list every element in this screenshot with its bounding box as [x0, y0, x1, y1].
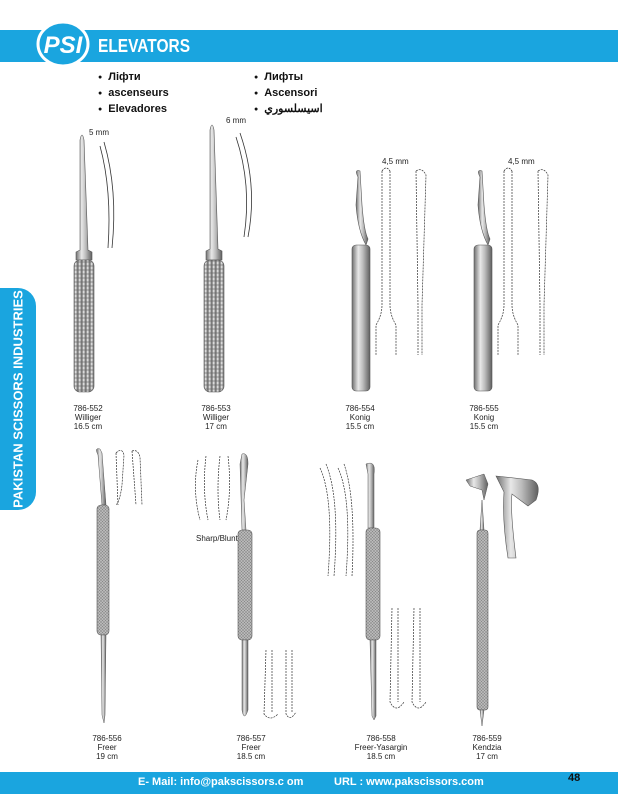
language-item: ● Лiфти — [98, 70, 169, 86]
header-band — [0, 30, 618, 62]
item-size: 18.5 cm — [366, 752, 396, 761]
instrument-786-553-caption — [188, 404, 244, 431]
instrument-786-555-caption — [456, 404, 512, 431]
language-item: ● ascenseurs — [98, 86, 169, 102]
language-list-left — [98, 70, 169, 118]
dimension-label: 6 mm — [226, 116, 246, 125]
item-code: 786-555 — [469, 404, 499, 413]
item-size: 18.5 cm — [236, 752, 266, 761]
instrument-786-556-image — [86, 445, 156, 730]
instrument-786-557-image — [192, 450, 302, 730]
footer-email: E- Mail: info@pakscissors.c om — [138, 776, 304, 788]
item-code: 786-552 — [73, 404, 103, 413]
dimension-label: 5 mm — [89, 128, 109, 137]
item-size: 16.5 cm — [73, 422, 103, 431]
item-name: Freer — [97, 743, 117, 752]
instrument-786-552-image — [66, 120, 136, 400]
item-size: 17 cm — [476, 752, 498, 761]
instrument-786-557-caption — [226, 734, 276, 761]
item-size: 15.5 cm — [469, 422, 499, 431]
language-list-right — [254, 70, 323, 118]
item-name: Kendzia — [472, 743, 502, 752]
item-code: 786-557 — [236, 734, 266, 743]
instrument-786-558-image — [314, 458, 434, 730]
footer-band — [0, 772, 618, 794]
footer-url: URL : www.pakscissors.com — [334, 776, 484, 788]
item-size: 19 cm — [96, 752, 118, 761]
item-size: 17 cm — [205, 422, 227, 431]
item-name: Williger — [202, 413, 230, 422]
item-code: 786-556 — [92, 734, 122, 743]
instrument-786-558-caption — [346, 734, 416, 761]
item-name: Freer-Yasargin — [354, 743, 408, 752]
item-code: 786-553 — [201, 404, 231, 413]
language-item: ● Ascensori — [254, 86, 323, 102]
tip-note: Sharp/Blunt — [196, 534, 238, 543]
instrument-786-559-caption — [462, 734, 512, 761]
language-item: ● اسیسلسوري — [254, 102, 323, 118]
instrument-786-554-image — [346, 165, 436, 395]
item-code: 786-554 — [345, 404, 375, 413]
instrument-786-555-image — [468, 165, 558, 395]
item-name: Konig — [473, 413, 495, 422]
item-code: 786-559 — [472, 734, 502, 743]
item-size: 15.5 cm — [345, 422, 375, 431]
item-name: Williger — [74, 413, 102, 422]
side-tab-label: PAKISTAN SCISSORS INDUSTRIES — [10, 290, 26, 508]
page-number: 48 — [568, 772, 581, 784]
instrument-786-554-caption — [332, 404, 388, 431]
section-title: ELEVATORS — [98, 36, 191, 56]
language-item: ● Elevadores — [98, 102, 169, 118]
psi-logo — [36, 20, 90, 68]
dimension-label: 4,5 mm — [382, 157, 409, 166]
language-item: ● Лифты — [254, 70, 323, 86]
item-name: Konig — [349, 413, 371, 422]
instrument-786-556-caption — [82, 734, 132, 761]
instrument-786-559-image — [462, 470, 552, 730]
svg-text:PSI: PSI — [43, 32, 83, 59]
instrument-786-553-image — [196, 115, 266, 400]
item-name: Freer — [241, 743, 261, 752]
dimension-label: 4,5 mm — [508, 157, 535, 166]
item-code: 786-558 — [366, 734, 396, 743]
instrument-786-552-caption — [60, 404, 116, 431]
